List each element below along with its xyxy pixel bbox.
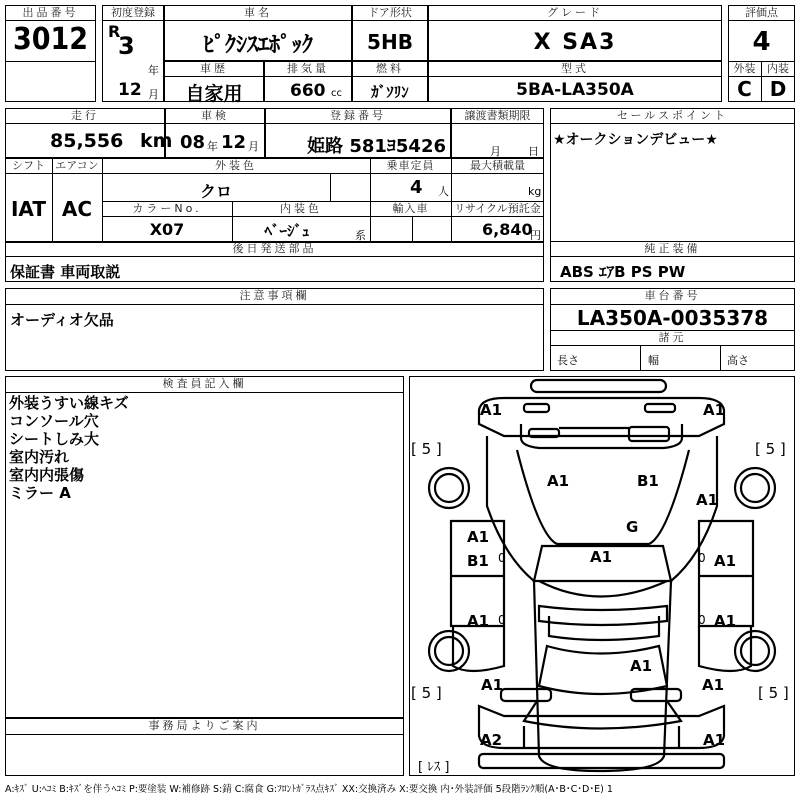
mark-rear-left: A2	[480, 731, 503, 749]
mark-quarter-right: A1	[702, 676, 725, 694]
mark-trunk: A1	[630, 657, 653, 675]
notes-label: 注意事項欄	[239, 289, 310, 302]
first-reg-label: 初度登録	[111, 6, 155, 19]
mark-tire-fr: [ 5 ]	[755, 440, 786, 458]
mark-door-rr: A1	[714, 612, 737, 630]
later-parts-label: 後日発送部品	[232, 242, 317, 255]
chassis-label: 車台番号	[644, 289, 701, 302]
office-label: 事務局よりご案内	[148, 719, 261, 732]
later-parts: 保証書 車両取説	[10, 263, 121, 281]
lot-number: 3012	[12, 22, 89, 57]
length-label: 長さ	[557, 354, 579, 367]
import-label: 輸入車	[392, 202, 429, 215]
mark-tire-rl: [ 5 ]	[411, 684, 442, 702]
chassis-number: LA350A-0035378	[576, 306, 769, 330]
inspection-month: 12	[221, 132, 247, 153]
inspector-line: 室内内張傷	[9, 466, 85, 484]
height-label: 高さ	[727, 354, 749, 367]
mark-tire-rr: [ 5 ]	[758, 684, 789, 702]
inspector-notes	[9, 394, 129, 502]
recycle: 6,840	[482, 220, 533, 239]
color-no-label: カラーNo.	[132, 202, 202, 215]
cc-unit: cc	[331, 88, 342, 99]
color-no: X07	[149, 220, 185, 239]
mark-spare: [ ﾚｽ ]	[418, 760, 450, 775]
mark-quarter-left: A1	[481, 676, 504, 694]
grade-label: グレード	[547, 6, 603, 19]
notes: オーディオ欠品	[10, 311, 114, 329]
sales-point-label: セールスポイント	[616, 109, 728, 122]
inspection-year: 08	[180, 132, 206, 153]
int-color-label: 内装色	[280, 202, 322, 215]
door-label: ドア形状	[368, 6, 412, 19]
max-load-unit: kg	[528, 185, 542, 198]
mark-door-fl-1: A1	[467, 528, 490, 546]
capacity-label: 乗車定員	[386, 159, 435, 172]
legend: A:ｷｽﾞ U:ﾍｺﾐ B:ｷｽﾞを伴うﾍｺﾐ P:要塗装 W:補修跡 S:錆 C:腐食 G:ﾌﾛﾝﾄｶﾞﾗｽ点ｷｽﾞ XX:交換済み X:要交換 内･外装評価 5段階ﾗﾝｸ順(A･B･C･D･E) 1	[5, 784, 613, 795]
reg-year-unit: 年	[148, 64, 159, 77]
width-label: 幅	[648, 354, 659, 367]
ext-color: クロ	[199, 182, 232, 201]
reg-month: 12	[118, 80, 142, 100]
mark-door-fr: A1	[714, 552, 737, 570]
aircon-label: エアコン	[55, 159, 99, 172]
mark-zero-3: 0	[498, 613, 506, 627]
displacement: 660	[290, 81, 326, 101]
fuel-label: 燃料	[376, 62, 404, 75]
inspector-line: コンソール穴	[9, 412, 99, 430]
mark-tire-fl: [ 5 ]	[411, 440, 442, 458]
mark-front-right: A1	[703, 401, 726, 419]
mileage: 85,556	[50, 130, 124, 152]
car-diagram	[409, 376, 795, 776]
car-name-label: 車名	[244, 6, 272, 19]
displacement-label: 排気量	[287, 62, 329, 75]
inspector-line: 室内汚れ	[9, 448, 70, 466]
shift-label: シフト	[12, 159, 45, 172]
mark-hood-left: A1	[547, 472, 570, 490]
max-load-label: 最大積載量	[470, 159, 525, 172]
inspection-label: 車検	[201, 109, 229, 122]
km-unit: km	[140, 130, 173, 152]
score-label: 評価点	[745, 6, 778, 19]
mark-rear-right: A1	[703, 731, 726, 749]
lot-no-label: 出品番号	[22, 6, 79, 19]
mark-zero-2: 0	[698, 551, 706, 565]
mark-zero-1: 0	[498, 551, 506, 565]
door-type: 5HB	[367, 30, 413, 54]
reg-era: R	[108, 22, 121, 41]
capacity-unit: 人	[438, 185, 449, 198]
capacity: 4	[410, 177, 423, 198]
recycle-unit: 円	[530, 229, 541, 242]
mark-hood-right: B1	[637, 472, 659, 490]
fuel: ｶﾞｿﾘﾝ	[371, 83, 409, 101]
int-color: ﾍﾞｰｼﾞｭ	[264, 222, 310, 240]
aircon: AC	[61, 197, 93, 221]
inspection-year-unit: 年	[207, 140, 218, 153]
dimensions-label: 諸元	[658, 331, 687, 344]
int-color-unit: 系	[355, 229, 366, 242]
sales-point: ★オークションデビュー★	[553, 132, 718, 148]
shift: IAT	[10, 197, 46, 221]
interior-score: D	[769, 77, 787, 101]
mark-zero-4: 0	[698, 613, 706, 627]
model: 5BA-LA350A	[516, 80, 634, 100]
history-label: 車歴	[200, 62, 228, 75]
mark-windshield: G	[626, 518, 639, 536]
transfer-day: 日	[528, 145, 539, 158]
exterior-score: C	[737, 77, 752, 101]
ext-color-label: 外装色	[215, 159, 257, 172]
interior-label: 内装	[767, 62, 789, 75]
mark-door-fl-2: B1	[467, 552, 489, 570]
genuine-equip: ABS ｴｱB PS PW	[560, 263, 686, 281]
mark-door-rl: A1	[467, 612, 490, 630]
grade: X SA3	[533, 30, 617, 55]
mileage-label: 走行	[71, 109, 99, 122]
reg-year: 3	[118, 32, 135, 60]
overall-score: 4	[752, 27, 771, 57]
transfer-month: 月	[490, 145, 501, 158]
mark-roof: A1	[590, 548, 613, 566]
mark-fender-right: A1	[696, 491, 719, 509]
exterior-label: 外装	[733, 62, 756, 75]
inspector-line: シートしみ大	[9, 430, 100, 448]
inspector-line: 外装うすい線キズ	[9, 394, 129, 412]
model-label: 型式	[561, 62, 589, 75]
inspector-line: ミラー A	[9, 484, 71, 502]
inspector-label: 検査員記入欄	[162, 377, 247, 390]
recycle-label: リサイクル預託金	[454, 202, 541, 215]
reg-month-unit: 月	[148, 88, 159, 101]
car-name: ﾋﾟｸｼｽｴﾎﾟｯｸ	[202, 33, 313, 58]
transfer-label: 譲渡書類期限	[464, 109, 531, 122]
reg-number: 姫路 581ﾖ5426	[307, 136, 446, 157]
mark-front-left: A1	[480, 401, 503, 419]
genuine-equip-label: 純正装備	[644, 242, 701, 255]
inspection-month-unit: 月	[248, 140, 259, 153]
reg-no-label: 登録番号	[330, 109, 386, 122]
history: 自家用	[185, 83, 243, 105]
